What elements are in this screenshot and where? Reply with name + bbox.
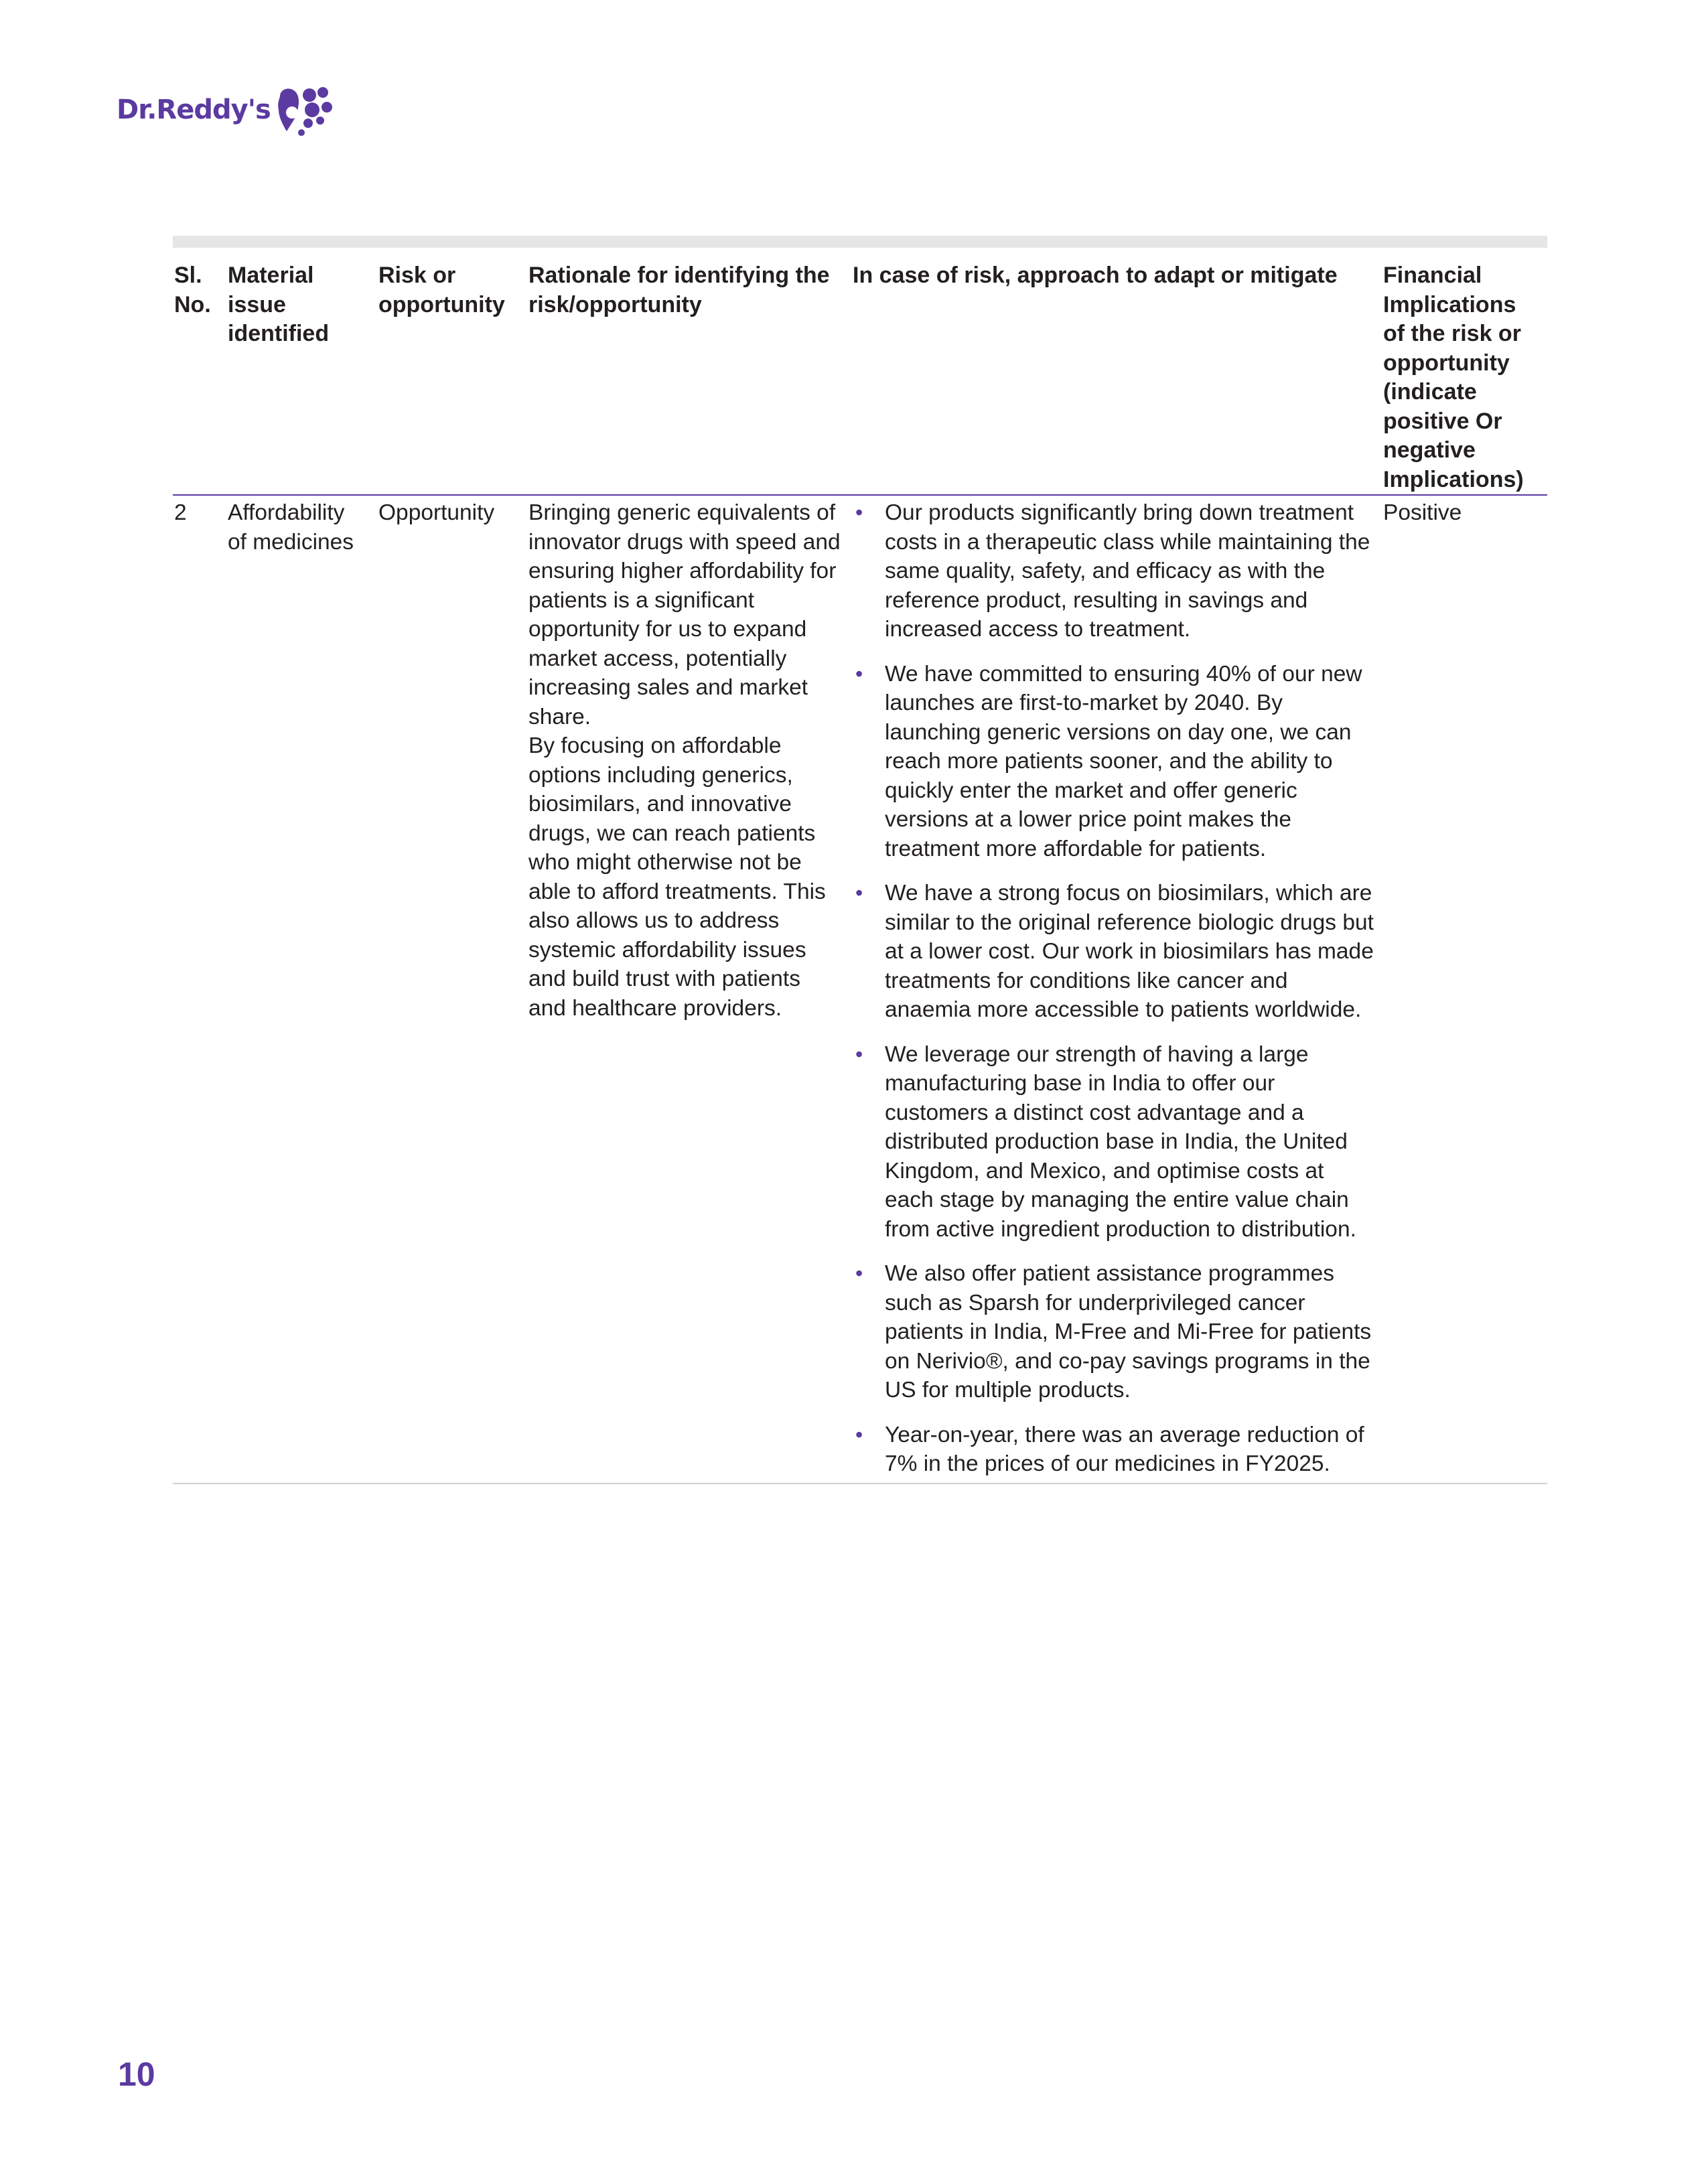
list-item: • We have a strong focus on biosimilars, which are similar to the original reference biologic drugs but at a lower cost. Our work in biosimilars has made treatments for conditions like cancer and anaemia more accessible to patients worldwide. [853, 879, 1374, 1025]
header-material-issue: Material issue identified [228, 263, 330, 346]
cell-rationale [528, 495, 853, 1484]
cell-sl-no: 2 [174, 500, 187, 525]
rationale-paragraph: Bringing generic equivalents of innovator drugs with speed and ensuring higher affordability for patients is a significant opportunity for us to expand market access, potentially increasing sales and market share. [528, 500, 841, 729]
page-number: 10 [118, 2056, 155, 2093]
list-item: • We leverage our strength of having a large manufacturing base in India to offer our customers a distinct cost advantage and a distributed production base in India, the United Kingdom, and Mexico, and optimise costs at each stage by managing the entire value chain from active ingredient production to distribution. [853, 1040, 1374, 1244]
cell-risk-or-opportunity: Opportunity [378, 500, 495, 525]
table-header-row [173, 248, 1547, 495]
header-rationale: Rationale for identifying the risk/opportunity [528, 263, 830, 317]
list-item: • We also offer patient assistance programmes such as Sparsh for underprivileged cancer patients in India, M-Free and Mi-Free for patients on Nerivio®, and co-pay savings programs in the US for multiple products. [853, 1259, 1374, 1405]
materiality-table [173, 236, 1547, 1484]
header-risk-or-opportunity: Risk or opportunity [378, 263, 505, 317]
list-item: • Our products significantly bring down treatment costs in a therapeutic class while maintaining the same quality, safety, and efficacy as with the reference product, resulting in savings and increased access to treatment. [853, 498, 1374, 644]
header-sl-no: Sl. No. [174, 263, 211, 317]
list-item: • We have committed to ensuring 40% of our new launches are first-to-market by 2040. By launching generic versions on day one, we can reach more patients sooner, and the ability to quickly enter the market and offer generic versions at a lower price point makes the treatment more affordable for patients. [853, 660, 1374, 864]
cell-material-issue: Affordability of medicines [228, 500, 354, 555]
brand-name: Dr.Reddy's [117, 94, 271, 125]
approach-list [853, 498, 1374, 1479]
table-row [173, 495, 1547, 1484]
header-financial-implications: Financial Implications of the risk or opportunity (indicate positive Or negative Implications) [1383, 263, 1524, 492]
brand-logo [117, 83, 335, 137]
rationale-paragraph: By focusing on affordable options including generics, biosimilars, and innovative drugs, we can reach patients who might otherwise not be able to afford treatments. This also allows us to address systemic affordability issues and build trust with patients and healthcare providers. [528, 733, 826, 1021]
heart-dots-logo-icon [275, 83, 335, 137]
cell-financial-implications: Positive [1383, 500, 1462, 525]
header-approach: In case of risk, approach to adapt or mitigate [853, 263, 1338, 288]
cell-approach [853, 495, 1383, 1484]
list-item: • Year-on-year, there was an average reduction of 7% in the prices of our medicines in FY2025. [853, 1421, 1374, 1479]
table-top-band [173, 236, 1547, 248]
